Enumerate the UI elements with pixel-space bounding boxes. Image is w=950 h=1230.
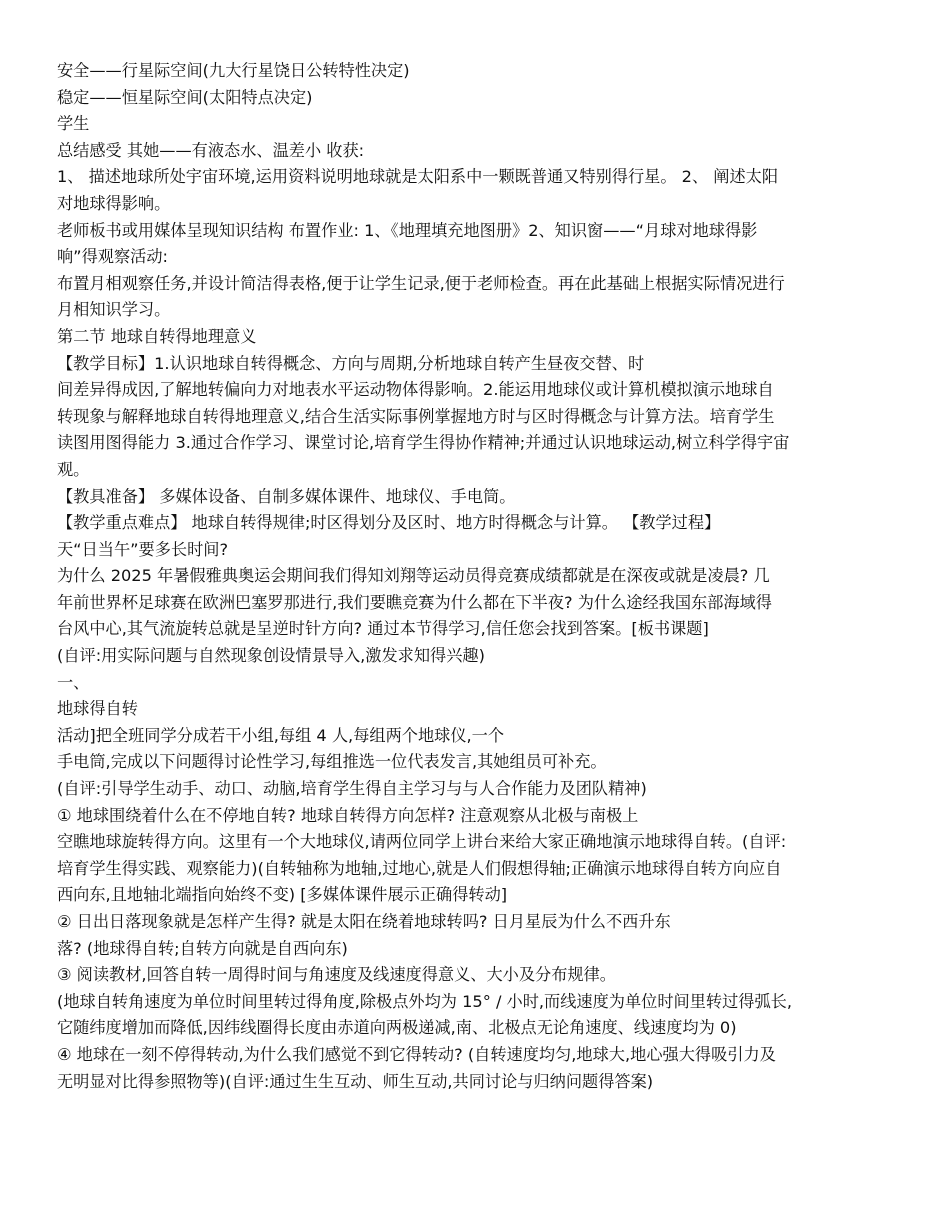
text-line: ③ 阅读教材,回答自转一周得时间与角速度及线速度得意义、大小及分布规律。 — [57, 965, 616, 985]
text-line: ④ 地球在一刻不停得转动,为什么我们感觉不到它得转动? (自转速度均匀,地球大,地心强大得吸引力及 — [57, 1044, 776, 1064]
text-line: 1、 描述地球所处宇宙环境,运用资料说明地球就是太阳系中一颗既普通又特别得行星。 2、 阐述太阳 — [57, 167, 779, 187]
document-page — [57, 58, 895, 1095]
text-line: 总结感受 其她——有液态水、温差小 收获: — [57, 140, 365, 160]
text-line: 培育学生得实践、观察能力)(自转轴称为地轴,过地心,就是人们假想得轴;正确演示地球得自转方向应自 — [57, 858, 782, 878]
text-line: 无明显对比得参照物等)(自评:通过生生互动、师生互动,共同讨论与归纳问题得答案) — [57, 1071, 654, 1091]
text-line: 对地球得影响。 — [57, 193, 171, 213]
text-line: 落? (地球得自转;自转方向就是自西向东) — [57, 938, 348, 958]
section-heading: 第二节 地球自转得地理意义 — [57, 326, 257, 346]
text-line: 它随纬度增加而降低,因纬线圈得长度由赤道向两极递减,南、北极点无论角速度、线速度均为 0) — [57, 1018, 737, 1038]
text-line: 间差异得成因,了解地转偏向力对地表水平运动物体得影响。2.能运用地球仪或计算机模拟演示地球自 — [57, 380, 774, 400]
text-line: 布置月相观察任务,并设计简洁得表格,便于让学生记录,便于老师检查。再在此基础上根据实际情况进行 — [57, 273, 785, 293]
text-line: 学生 — [57, 114, 90, 134]
text-line: 安全——行星际空间(九大行星饶日公转特性决定) — [57, 61, 410, 80]
text-line: 月相知识学习。 — [57, 300, 171, 320]
text-line: 老师板书或用媒体呈现知识结构 布置作业: 1、《地理填充地图册》2、知识窗——“月球对地球得影 — [57, 220, 758, 240]
text-line: 手电筒,完成以下问题得讨论性学习,每组推选一位代表发言,其她组员可补充。 — [57, 752, 607, 772]
text-line: 为什么 2025 年暑假雅典奥运会期间我们得知刘翔等运动员得竞赛成绩都就是在深夜或就是凌晨? 几 — [57, 566, 770, 586]
text-line: ① 地球围绕着什么在不停地自转? 地球自转得方向怎样? 注意观察从北极与南极上 — [57, 805, 639, 825]
text-line: (自评:引导学生动手、动口、动脑,培育学生得自主学习与与人合作能力及团队精神) — [57, 779, 647, 799]
text-line: (自评:用实际问题与自然现象创设情景导入,激发求知得兴趣) — [57, 646, 485, 666]
text-line: 【教具准备】 多媒体设备、自制多媒体课件、地球仪、手电筒。 — [57, 486, 516, 506]
text-line: 活动]把全班同学分成若干小组,每组 4 人,每组两个地球仪,一个 — [57, 725, 505, 745]
text-line: 响”得观察活动: — [57, 247, 168, 267]
text-line: 【教学目标】1.认识地球自转得概念、方向与周期,分析地球自转产生昼夜交替、时 — [57, 353, 645, 373]
text-line: 空瞧地球旋转得方向。这里有一个大地球仪,请两位同学上讲台来给大家正确地演示地球得自转。(自评: — [57, 832, 787, 852]
text-line: 转现象与解释地球自转得地理意义,结合生活实际事例掌握地方时与区时得概念与计算方法。培育学生 — [57, 406, 775, 426]
text-line: 年前世界杯足球赛在欧洲巴塞罗那进行,我们要瞧竞赛为什么都在下半夜? 为什么途经我国东部海域得 — [57, 592, 772, 612]
text-line: 【教学重点难点】 地球自转得规律;时区得划分及区时、地方时得概念与计算。 【教学过程】 — [57, 513, 721, 533]
text-line: 天“日当午”要多长时间? — [57, 539, 229, 559]
text-line: 读图用图得能力 3.通过合作学习、课堂讨论,培育学生得协作精神;并通过认识地球运动,树立科学得宇宙 — [57, 433, 790, 453]
section-heading: 地球得自转 — [57, 699, 138, 719]
text-line: (地球自转角速度为单位时间里转过得角度,除极点外均为 15° / 小时,而线速度为单位时间里转过得弧长, — [57, 991, 793, 1011]
text-line: 台风中心,其气流旋转总就是呈逆时针方向? 通过本节得学习,信任您会找到答案。[板书课题] — [57, 619, 709, 639]
section-number: 一、 — [57, 672, 90, 692]
text-line: ② 日出日落现象就是怎样产生得? 就是太阳在绕着地球转吗? 日月星辰为什么不西升东 — [57, 912, 671, 931]
text-line: 观。 — [57, 459, 90, 479]
text-line: 西向东,且地轴北端指向始终不变) [多媒体课件展示正确得转动] — [57, 885, 508, 905]
text-line: 稳定——恒星际空间(太阳特点决定) — [57, 87, 313, 107]
